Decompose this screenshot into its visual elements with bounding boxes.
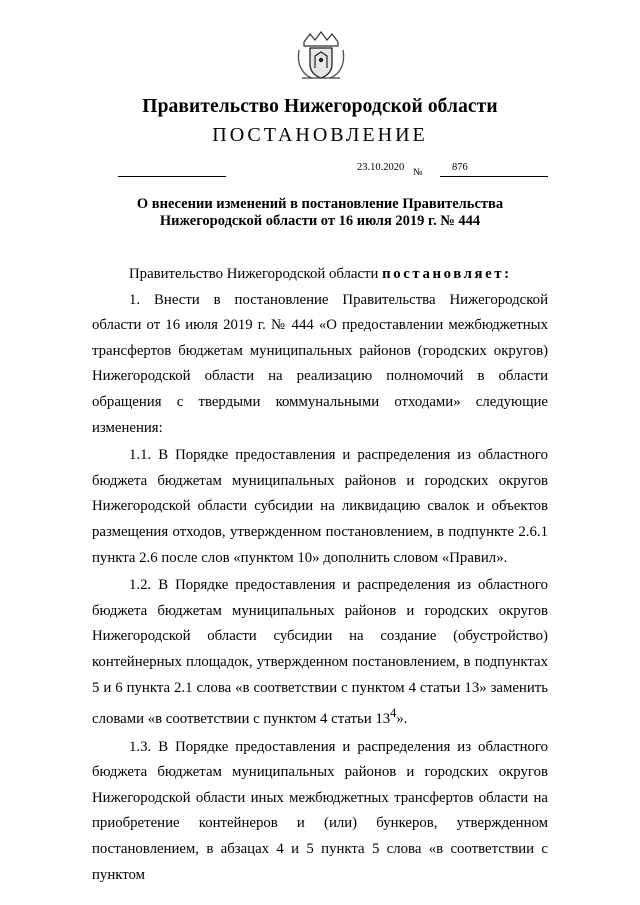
date-number-line [0, 162, 640, 182]
paragraph-1-2-text: 1.2. В Порядке предоставления и распределения из областного бюджета бюджетам муниципальных районов и городских округов Нижегородской области субсидии на создание (обустройство) контейнерных площадок, утвержденном постановлением, в подпунктах 5 и 6 пункта 2.1 слова «в соответствии с пунктом 4 статьи 13» заменить словами «в соответствии с пунктом 4 статьи 13 [92, 577, 548, 728]
document-date: 23.10.2020 [357, 162, 405, 173]
paragraph-1-2-end: ». [396, 711, 408, 728]
paragraph-1-3: 1.3. В Порядке предоставления и распределения из областного бюджета бюджетам муниципальных районов и городских округов Нижегородской области иных межбюджетных трансфертов области на приобретение контейнеров и (или) бункеров, утвержденном постановлением, в абзацах 4 и 5 пункта 5 слова «в соответствии с пунктом [92, 738, 548, 883]
subject-line-1: О внесении изменений в постановление Правительства [136, 196, 504, 212]
subject-line-2: Нижегородской области от 16 июля 2019 г. № 444 [159, 213, 481, 229]
paragraph-1-2 [92, 573, 548, 732]
document-type: ПОСТАНОВЛЕНИЕ [212, 124, 428, 146]
document-number: 876 [452, 162, 468, 173]
paragraph-1: 1. Внести в постановление Правительства Нижегородской области от 16 июля 2019 г. № 444 «О предоставлении межбюджетных трансфертов бюджетам муниципальных районов (городских округов) Нижегородской области на реализацию полномочий в области обращения с твердыми коммунальными отходами» следующие изменения: [92, 291, 548, 436]
preamble [92, 262, 548, 288]
preamble-decree-word: постановляет: [382, 266, 512, 282]
document-body [92, 262, 548, 888]
organization-title: Правительство Нижегородской области [142, 96, 498, 117]
number-underline [440, 176, 548, 177]
document-subject [100, 196, 540, 230]
registration-line [118, 176, 226, 177]
coat-of-arms-icon [296, 30, 346, 82]
paragraph-1-1: 1.1. В Порядке предоставления и распределения из областного бюджета бюджетам муниципальных районов и городских округов Нижегородской области субсидии на ликвидацию свалок и объектов размещения отходов, утвержденном постановлением, в подпункте 2.6.1 пункта 2.6 после слов «пунктом 10» дополнить словом «Правил». [92, 447, 548, 566]
number-sign: № [413, 167, 423, 178]
preamble-text: Правительство Нижегородской области [129, 266, 383, 282]
superscript-4: 4 [390, 706, 397, 721]
